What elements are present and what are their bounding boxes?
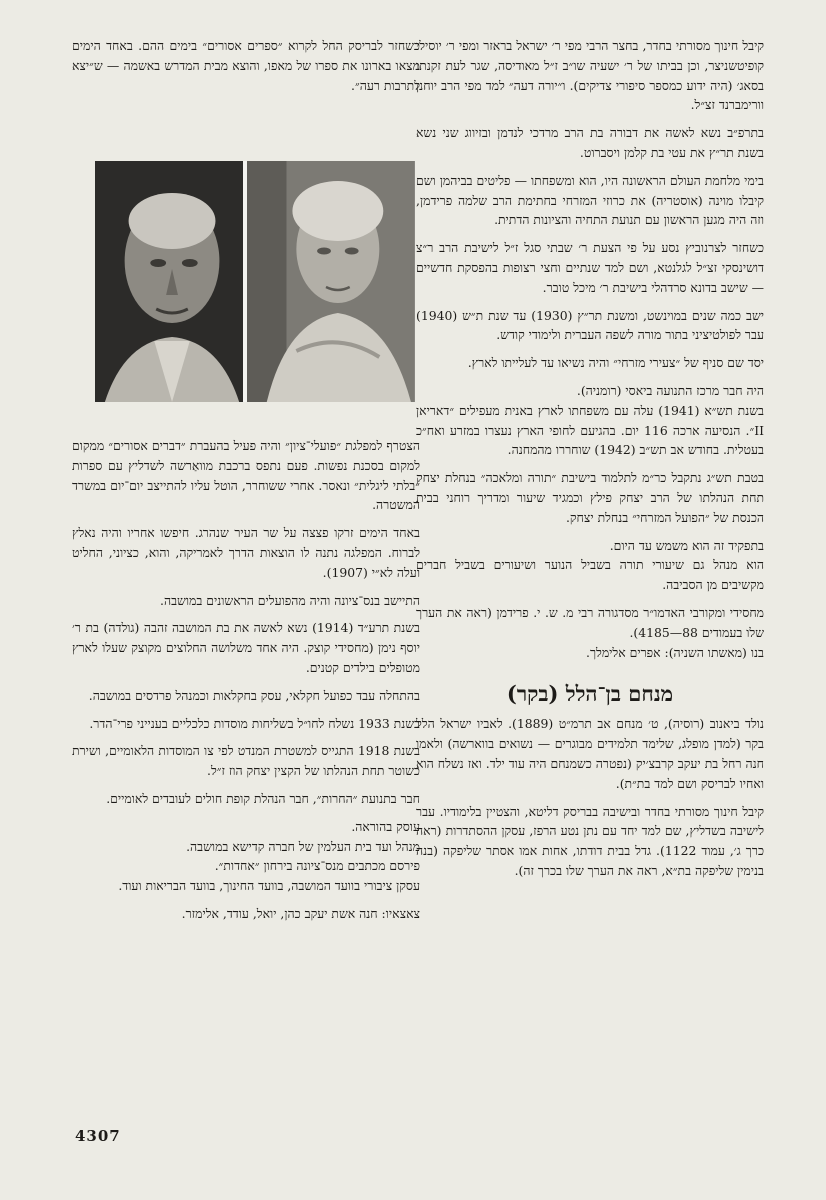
paragraph: הצטרף למפלגת ״פועלי־ציון״ והיה פעיל בהעברת ״דברים אסורים״ ממקום למקום בסכנת נפשות. פעם נתפס ברכבת מוואַרשה לשדליץ עם ספרות ״בלתי ליגלית״ ונאסר. אחרי ששוחרר, הוטל עליו להתייצב יום־יום במשרד המשטרה. bbox=[72, 438, 420, 513]
left-column-top bbox=[72, 36, 420, 103]
paragraph: עסקן ציבורי בוועד המושבה, בוועד החינוך, בוועד הבריאות ועוד. bbox=[118, 878, 420, 894]
paragraph: בימי מלחמת העולם הראשונה היו, הוא ומשפחתו — פליטים בביהמן ושם קיבלו מוינה (אוסטריה) את כרוזי המזרחי בחתימת הרב שלמה פרידמן, וזה היה מגען הראשון עם תנועת התחיה והציונות הדתית. bbox=[416, 172, 764, 228]
paragraph: באחד הימים זרקו פצצה על שר העיר שנהרג. חיפשו אחריו והיה נאלץ לברוח. המפלגה נתנה לו הוצאות הדרך לאמריקה, והוא, כציוני, החליט ועלה לא״י (1907). bbox=[72, 525, 420, 580]
portrait-man-photo bbox=[95, 161, 243, 402]
paragraph: בשנת 1933 נשלח לחו״ל בשליחות מוסדות כלכליים בענייני פרי־הדר. bbox=[89, 715, 420, 731]
paragraph: בטבת תש״ג נתקבל כר״מ לתלמוד בישיבת ״תורה ומלאכה״ בנחלת יצחק תחת הנהלתו של הרב יצחק פילץ וכמגיד שיעור ומדריך רוחני בבית הכנסת של ״הפועל המזרחי״ בנחלת יצחק. bbox=[416, 470, 764, 525]
paragraph: בתפקיד זה הוא משמש עד היום. bbox=[609, 537, 764, 553]
paragraph: בתרפ״ב נשא לאשה את דבורה בת הרב מרדכי לנדמן ובזיווג שני נשא בשנת תר״ץ את עטי בת קלמן ויסברוט. bbox=[416, 125, 764, 160]
portrait-woman-photo bbox=[243, 161, 415, 402]
right-column bbox=[416, 36, 764, 889]
paragraph: בנו (מאשתו השניה): אפרים אלימלך. bbox=[586, 644, 764, 660]
paragraph: בשנת 1918 התגייס למשטרת המנדט לפי צו המוסדות הלאומיים, ושירת כשוטר תחת הנהלתו של הקצין יצחק הוז ז״ל. bbox=[72, 743, 420, 779]
paragraph: היה חבר מרכז התנועה ביאסי (רומניה). bbox=[576, 382, 764, 398]
paragraph: צאצאיו: חנה אשת יעקב כהן, יואל, עודד, אלימזר. bbox=[181, 905, 420, 921]
paragraph: מנהל ועד בית העלמין של חברה קדישא במושבה. bbox=[186, 838, 420, 854]
paragraph: בשנת תרע״ד (1914) נשא לאשה את בת המושבה זהבה (גולדה) בת ר׳ יוסף נימן (מחסידי קוצק. היה אחד משלושה החלוצים מקוצק שעלו לארץ מטופלים בילדים קטנים. bbox=[72, 620, 420, 675]
left-column-bottom bbox=[72, 436, 420, 932]
paragraph: נולד ביאנוב (רוסיה), ט׳ מנחם אב תרמ״ט (1889). לאביו ישראל הלל בקר (למדן מופלג, שלימד תלמידים מבוגרים — נשואים בווארשה) ולאמו חנה רחל בת יעקב קרבצ׳יק (נפטרה כשמנחם היה עוד ילד. ואז נשלח הוא ואחיו לבריסק ושם למד בת״ת). bbox=[416, 716, 764, 791]
page-number: 4307 bbox=[75, 1127, 121, 1145]
paragraph: ישב כמה שנים במוינשט, ומשנת תר״ץ (1930) עד שנת ת״ש (1940) עבר לפולטיציני בתור מורה לשפה העברית ולימודי קודש. bbox=[416, 307, 764, 343]
portrait-photos bbox=[95, 161, 415, 402]
paragraph: בהתחלה עבד כפועל חקלאי, עסק בחקלאות וכמנהל פרדסים במושבה. bbox=[88, 687, 420, 703]
paragraph: יסד שם סניף של ״צעירי מזרחי״ והיה נשיאו עד לעלייתו לארץ. bbox=[467, 355, 764, 371]
paragraph: קיבל חינוך מסורתי בחדר, בחצר הרבי מפי ר׳ ישראל בראזר ומפי ר׳ יוסילי קופיטשניצר, וכן בביתו של ר׳ ישעיה שו״ב ז״ל מאודיסה, שגר לעת זקנתו בסאג׳ (היה ידוע כמספר סיפורי צדיקים). ו״יורה דעה״ למד מפי הרב יוחנן וורימברנד זצ״ל. bbox=[416, 38, 764, 113]
paragraph: פירסם מכתבים מנס־ציונה בירחון ״אחדות״. bbox=[214, 858, 420, 874]
paragraph: התיישב בנס־ציונה והיה מהפועלים הראשונים במושבה. bbox=[160, 592, 420, 608]
paragraph: בשנת תש״א (1941) עלה עם משפחתו לארץ באנית מעפילים ״דאריאן II״. הנסיעה ארכה 116 יום. בהגיעם לחופי הארץ נעצרו במזרע ואח״כ בעטלית. בחודש אב תש״ב (1942) שוחררו מהמחנה. bbox=[416, 402, 764, 458]
paragraph: קיבל חינוך מסורתי בחדר ובישיבה בבריסק דליטא, והצטיין בלימודיו. עבר לישיבה בשדליץ, שם למד יחד עם נתן נטע הרפז, עסקן ההסתדרות (ראה כרך ג׳, עמוד 1122). גדל בבית דודתו, אחות אמו אסתר שליפקה (בנה בנימין שליפקה בת״א, ראה את הערך שלו בכרך זה). bbox=[416, 803, 764, 878]
paragraph: כשחזר לבריסק החל לקרוא ״ספרים אסורים״ בימים ההם. באחד הימים מצאו בארונו את ספרו של מאפו, והוצא מבית המדרש באשמה — ש״יצא לתרבות רעה״. bbox=[72, 38, 420, 93]
entry-heading: מנחם בן־הלל (בקר) bbox=[506, 681, 674, 707]
paragraph: הוא מנהל גם שיעורי תורה בשביל הנוער ושיעורים בשביל חברים מקשיבים מן הסביבה. bbox=[416, 557, 764, 593]
paragraph: כשחזר לצרנוביץ נסע על פי הצעת ר׳ שבתי סגל ז״ל לישיבת הרב ר״צ דושינסקי זצ״ל לגלנטא, ושם למד שנתיים וחצי רצופות בהפסקת חדשיים — שישב בדונא סרדהלי בישיבת ר׳ מיכל טובר. bbox=[416, 240, 764, 295]
paragraph: מחסידי ומקורבי האדמו״ר מסדגורה רבי מ. ש. י. פרידמן (ראה את הערך שלו בעמודים 88—4185). bbox=[416, 604, 764, 640]
paragraph: עוסק בהוראה. bbox=[351, 818, 420, 834]
paragraph: חבר בתנועת ״החרות״, חבר הנהלת קופת חולים לעובדים לאומיים. bbox=[106, 790, 420, 806]
